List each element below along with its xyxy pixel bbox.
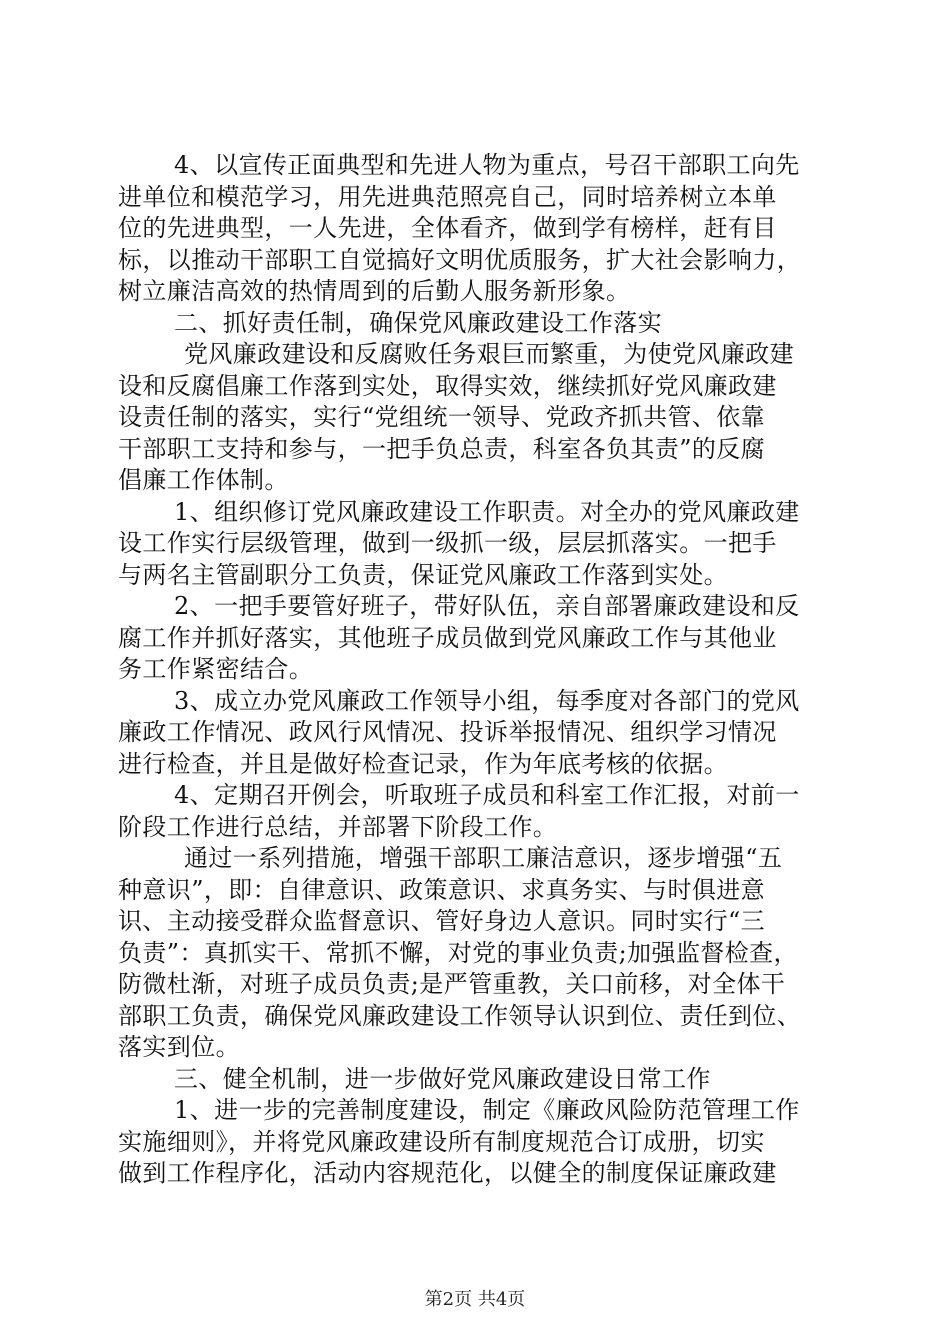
paragraph-line: 标，以推动干部职工自觉搞好文明优质服务，扩大社会影响力， <box>118 245 802 274</box>
paragraph-line: 做到工作程序化，活动内容规范化，以健全的制度保证廉政建 <box>118 1159 777 1187</box>
paragraph-line: 廉政工作情况、政风行风情况、投诉举报情况、组织学习情况 <box>118 718 777 746</box>
paragraph-line: 1、组织修订党风廉政建设工作职责。对全办的党风廉政建 <box>174 497 800 526</box>
paragraph-line: 实施细则》，并将党风廉政建设所有制度规范合订成册，切实 <box>118 1127 765 1156</box>
paragraph-line: 3、成立办党风廉政工作领导小组，每季度对各部门的党风 <box>174 686 800 715</box>
paragraph-line: 阶段工作进行总结，并部署下阶段工作。 <box>118 812 558 841</box>
paragraph-line: 位的先进典型，一人先进，全体看齐，做到学有榜样，赶有目 <box>118 214 777 242</box>
paragraph-line: 进行检查，并且是做好检查记录，作为年底考核的依据。 <box>118 749 728 778</box>
paragraph-line: 通过一系列措施，增强干部职工廉洁意识，逐步增强“五 <box>184 844 783 872</box>
paragraph-line: 防微杜渐，对班子成员负责;是严管重教，关口前移，对全体干 <box>118 970 786 998</box>
page-number-footer: 第2页 共4页 <box>424 1289 526 1310</box>
paragraph-line: 4、以宣传正面典型和先进人物为重点，号召干部职工向先 <box>174 151 800 179</box>
paragraph-line: 1、进一步的完善制度建设，制定《廉政风险防范管理工作 <box>174 1096 800 1124</box>
paragraph-line: 倡廉工作体制。 <box>118 466 289 494</box>
paragraph-line: 腐工作并抓好落实，其他班子成员做到党风廉政工作与其他业 <box>118 623 777 652</box>
paragraph-line: 设和反腐倡廉工作落到实处，取得实效，继续抓好党风廉政建 <box>118 371 777 400</box>
paragraph-line: 设工作实行层级管理，做到一级抓一级，层层抓落实。一把手 <box>118 529 777 557</box>
paragraph-line: 部职工负责，确保党风廉政建设工作领导认识到位、责任到位、 <box>118 1001 802 1030</box>
paragraph-line: 种意识”，即：自律意识、政策意识、求真务实、与时俱进意 <box>118 875 766 904</box>
section-heading: 二、抓好责任制，确保党风廉政建设工作落实 <box>174 308 662 337</box>
paragraph-line: 识、主动接受群众监督意识、管好身边人意识。同时实行“三 <box>118 907 766 935</box>
paragraph-line: 务工作紧密结合。 <box>118 655 314 683</box>
paragraph-line: 与两名主管副职分工负责，保证党风廉政工作落到实处。 <box>118 560 728 589</box>
paragraph-line: 树立廉洁高效的热情周到的后勤人服务新形象。 <box>118 277 631 305</box>
document-body <box>118 150 838 1190</box>
paragraph-line: 4、定期召开例会，听取班子成员和科室工作汇报，对前一 <box>174 781 800 809</box>
paragraph-line: 落实到位。 <box>118 1033 240 1061</box>
paragraph-line: 负责”：真抓实干、常抓不懈，对党的事业负责;加强监督检查， <box>118 938 798 967</box>
paragraph-line: 进单位和模范学习，用先进典范照亮自己，同时培养树立本单 <box>118 182 777 211</box>
paragraph-line: 干部职工支持和参与，一把手负总责，科室各负其责”的反腐 <box>118 434 766 463</box>
paragraph-line: 2、一把手要管好班子，带好队伍，亲自部署廉政建设和反 <box>174 592 800 620</box>
section-heading: 三、健全机制，进一步做好党风廉政建设日常工作 <box>174 1064 711 1093</box>
paragraph-line: 党风廉政建设和反腐败任务艰巨而繁重，为使党风廉政建 <box>184 340 794 368</box>
paragraph-line: 设责任制的落实，实行“党组统一领导、党政齐抓共管、依靠 <box>118 403 766 431</box>
